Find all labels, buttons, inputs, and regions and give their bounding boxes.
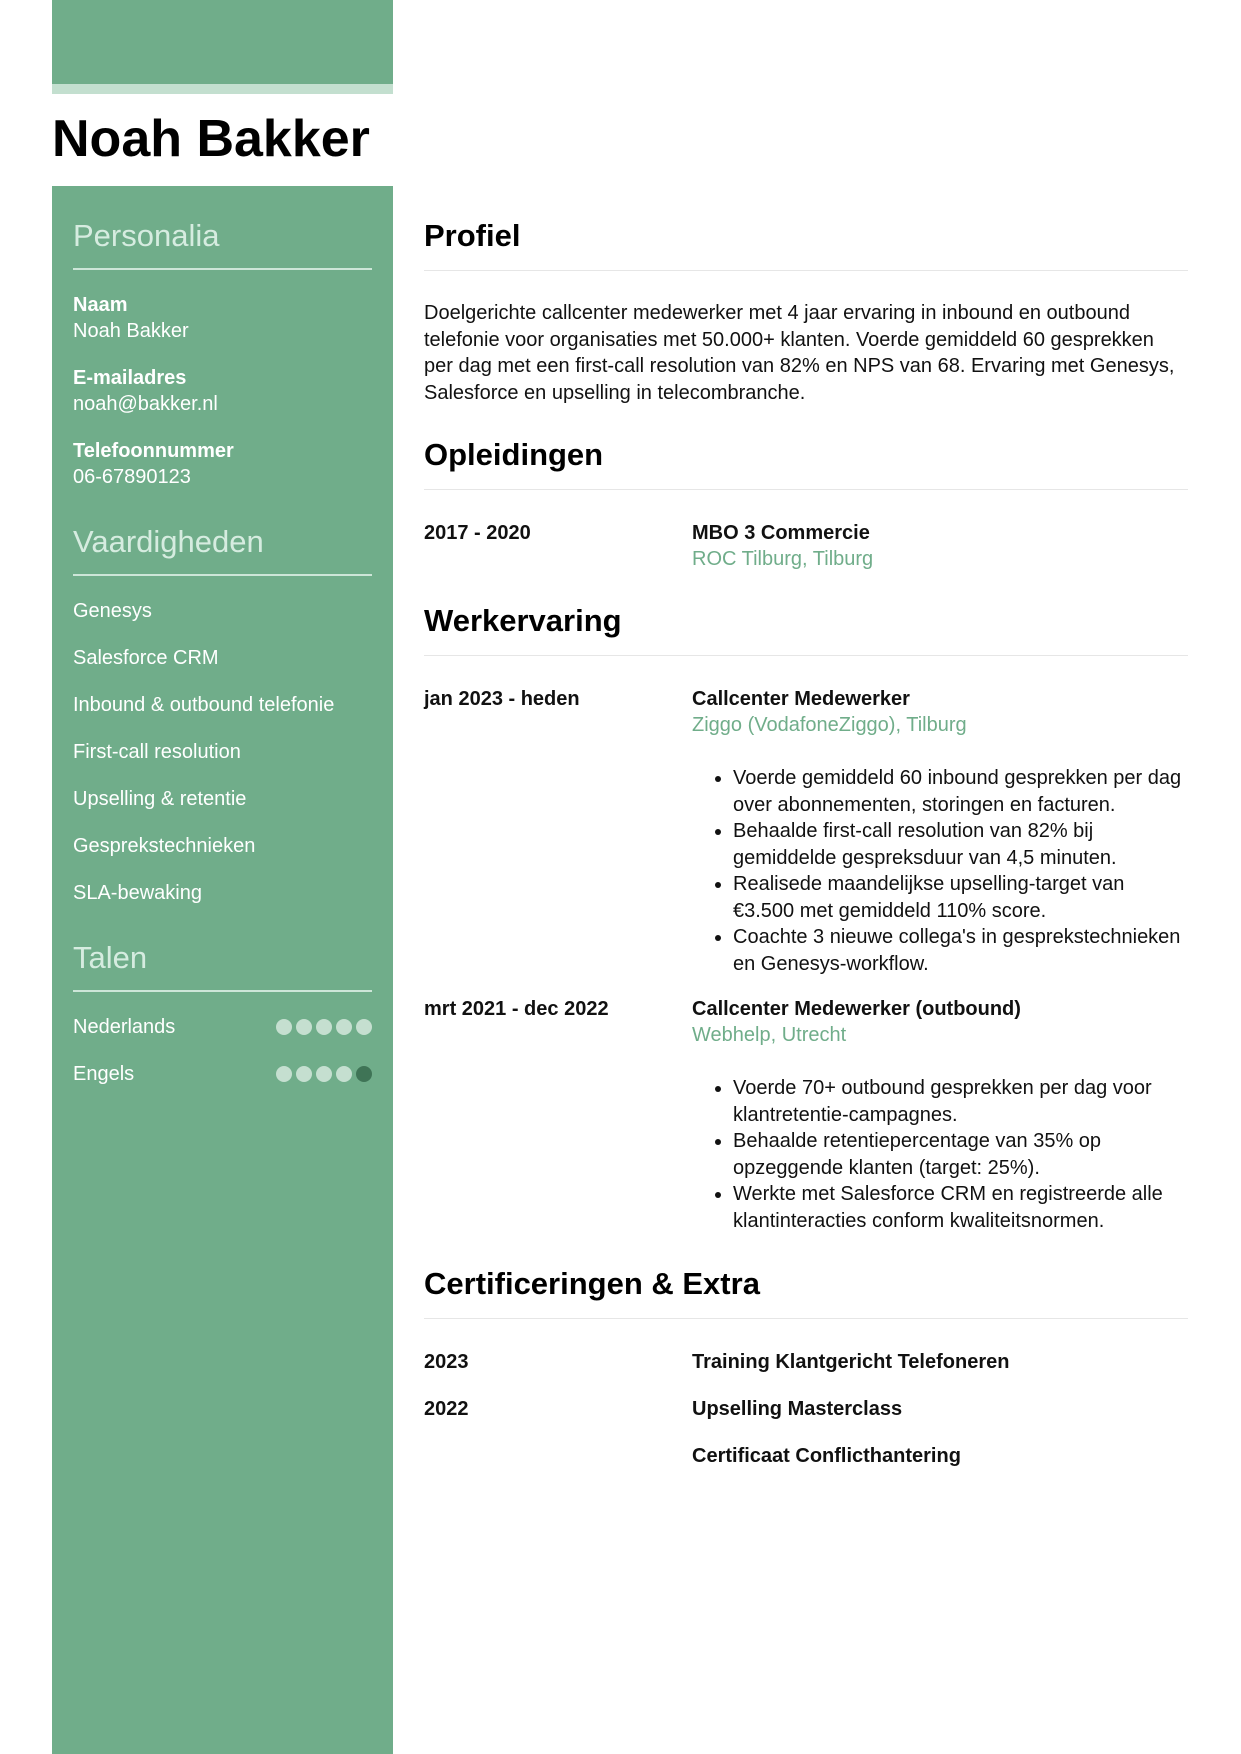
entry-institution: ROC Tilburg, Tilburg (692, 548, 874, 570)
personal-value: noah@bakker.nl (73, 393, 218, 415)
certification-list (424, 1349, 1188, 1469)
language-level-dots (276, 1066, 372, 1082)
skill-item: First-call resolution (73, 741, 241, 763)
section-divider (424, 270, 1188, 271)
entry-title: Upselling Masterclass (692, 1398, 903, 1420)
section-divider (424, 655, 1188, 656)
entry-body (692, 1443, 1188, 1469)
entry-body (692, 1396, 1188, 1422)
entry-body (692, 1349, 1188, 1375)
work-entry (424, 996, 1188, 1234)
certification-entry (424, 1349, 1188, 1375)
personalia-divider (73, 268, 372, 270)
personalia-title: Personalia (73, 218, 220, 253)
skill-item: SLA-bewaking (73, 882, 202, 904)
level-dot-filled (336, 1066, 352, 1082)
entry-body (692, 520, 1188, 572)
talen-title: Talen (73, 940, 148, 975)
entry-employer: Ziggo (VodafoneZiggo), Tilburg (692, 714, 967, 736)
personal-label: Naam (73, 294, 128, 316)
certification-entry (424, 1443, 1188, 1469)
vaardigheden-title: Vaardigheden (73, 524, 264, 559)
bullet-item: • Voerde gemiddeld 60 inbound gesprekken per dag over abonnementen, storingen en facturen. (733, 765, 1188, 818)
certificeringen-section (424, 1264, 1188, 1469)
entry-date (424, 1443, 692, 1469)
personal-item-name (73, 292, 372, 344)
entry-body (692, 686, 1188, 977)
section-divider (424, 489, 1188, 490)
work-entry (424, 686, 1188, 977)
language-name: Engels (73, 1063, 135, 1085)
skill-item: Inbound & outbound telefonie (73, 694, 335, 716)
personal-value: 06-67890123 (73, 466, 191, 488)
entry-title: Callcenter Medewerker (outbound) (692, 998, 1021, 1020)
personal-label: Telefoonnummer (73, 440, 234, 462)
profile-text: Doelgerichte callcenter medewerker met 4 jaar ervaring in inbound en outbound telefonie voor organisaties met 50.000+ klanten. Voerde gemiddeld 60 gesprekken per dag met een first-call resolution van 82% en NPS van 68. Ervaring met Genesys, Salesforce en upselling in telecombranche. (424, 302, 1175, 404)
profiel-section (424, 216, 1188, 406)
language-row (73, 1014, 372, 1040)
skill-item: Genesys (73, 600, 152, 622)
personal-label: E-mailadres (73, 367, 187, 389)
entry-title: Certificaat Conflicthantering (692, 1445, 961, 1467)
skill-item: Upselling & retentie (73, 788, 247, 810)
education-list (424, 520, 1188, 572)
bullet-item: • Werkte met Salesforce CRM en registreerde alle klantinteracties conform kwaliteitsnormen. (733, 1181, 1188, 1234)
level-dot-filled (296, 1019, 312, 1035)
language-level-dots (276, 1019, 372, 1035)
skill-item: Gesprekstechnieken (73, 835, 256, 857)
skill-item: Salesforce CRM (73, 647, 219, 669)
personal-item-phone (73, 438, 372, 490)
main-content (424, 186, 1188, 1469)
vaardigheden-divider (73, 574, 372, 576)
level-dot-filled (276, 1066, 292, 1082)
header-accent-strip (52, 84, 393, 94)
profiel-title: Profiel (424, 218, 521, 253)
opleidingen-section (424, 435, 1188, 572)
entry-title: MBO 3 Commercie (692, 522, 870, 544)
language-name: Nederlands (73, 1016, 176, 1038)
bullet-list (692, 1075, 1188, 1234)
certification-entry (424, 1396, 1188, 1422)
level-dot-empty (356, 1066, 372, 1082)
entry-date: jan 2023 - heden (424, 688, 580, 710)
section-divider (424, 1318, 1188, 1319)
work-list (424, 686, 1188, 1234)
sidebar (52, 186, 393, 1754)
level-dot-filled (336, 1019, 352, 1035)
bullet-item: • Behaalde first-call resolution van 82% bij gemiddelde gespreksduur van 4,5 minuten. (733, 818, 1188, 871)
level-dot-filled (316, 1066, 332, 1082)
certificeringen-title: Certificeringen & Extra (424, 1266, 760, 1301)
entry-date: 2022 (424, 1398, 469, 1420)
entry-body (692, 996, 1188, 1234)
entry-date: 2023 (424, 1351, 469, 1373)
candidate-name: Noah Bakker (52, 110, 370, 168)
level-dot-filled (316, 1019, 332, 1035)
bullet-item: • Behaalde retentiepercentage van 35% op opzeggende klanten (target: 25%). (733, 1128, 1188, 1181)
entry-employer: Webhelp, Utrecht (692, 1024, 847, 1046)
level-dot-filled (356, 1019, 372, 1035)
bullet-item: • Realisede maandelijkse upselling-target van €3.500 met gemiddeld 110% score. (733, 871, 1188, 924)
talen-divider (73, 990, 372, 992)
level-dot-filled (296, 1066, 312, 1082)
bullet-item: • Coachte 3 nieuwe collega's in gesprekstechnieken en Genesys-workflow. (733, 924, 1188, 977)
language-row (73, 1061, 372, 1087)
werkervaring-section (424, 601, 1188, 1234)
education-entry (424, 520, 1188, 572)
entry-title: Callcenter Medewerker (692, 688, 910, 710)
entry-date: mrt 2021 - dec 2022 (424, 998, 609, 1020)
bullet-item: • Voerde 70+ outbound gesprekken per dag voor klantretentie-campagnes. (733, 1075, 1188, 1128)
personal-value: Noah Bakker (73, 320, 189, 342)
werkervaring-title: Werkervaring (424, 603, 622, 638)
opleidingen-title: Opleidingen (424, 437, 604, 472)
level-dot-filled (276, 1019, 292, 1035)
entry-date: 2017 - 2020 (424, 522, 531, 544)
header-color-block (52, 0, 393, 84)
personal-item-email (73, 365, 372, 417)
bullet-list (692, 765, 1188, 977)
entry-title: Training Klantgericht Telefoneren (692, 1351, 1010, 1373)
